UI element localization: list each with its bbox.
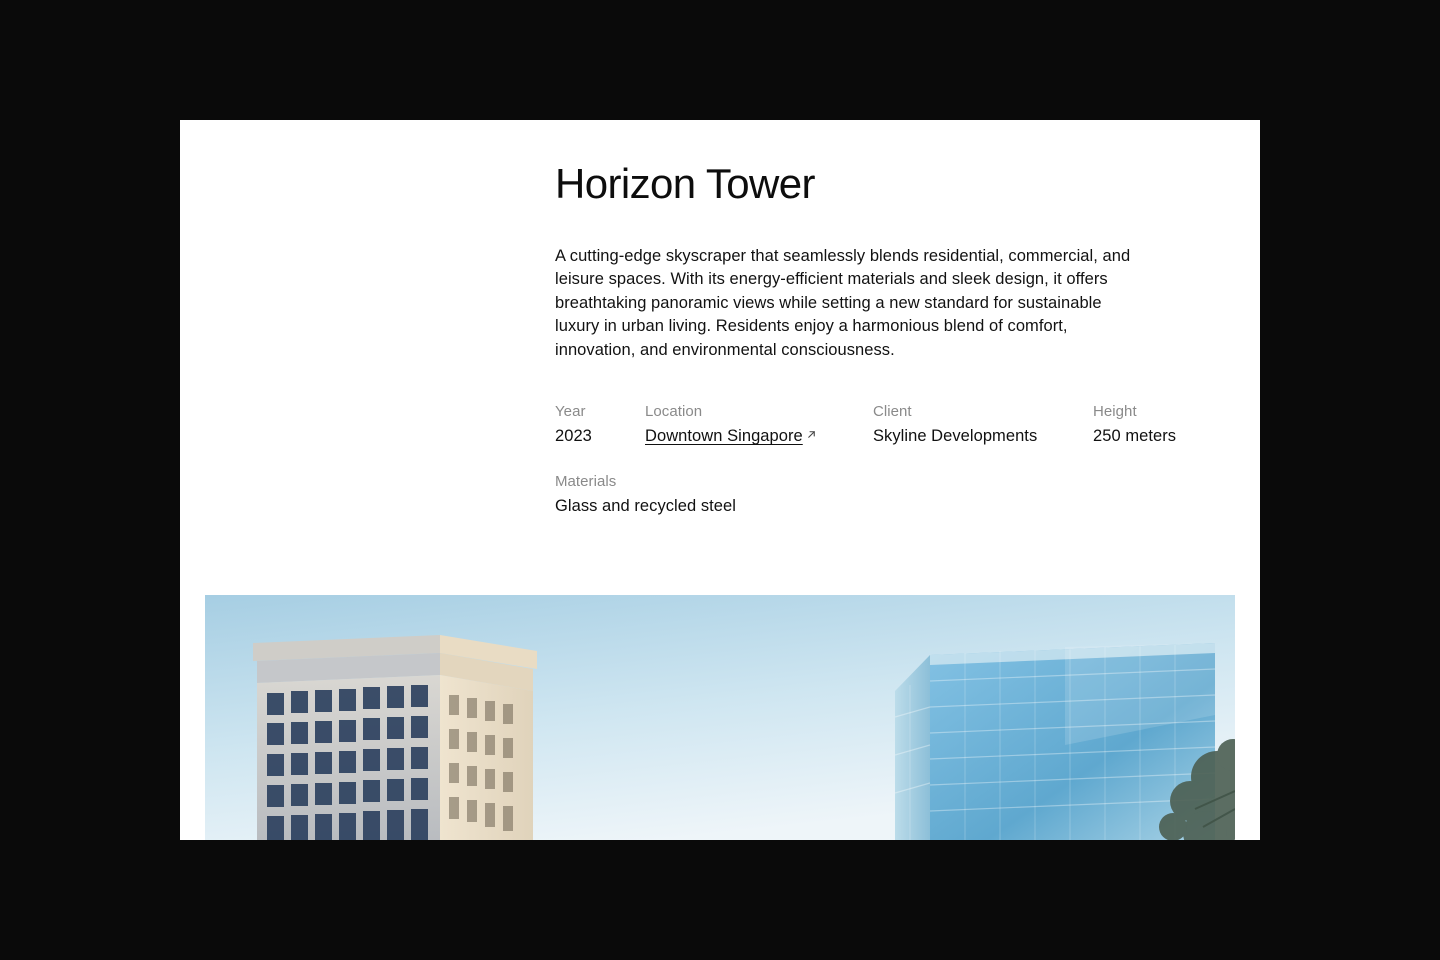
meta-item-materials (555, 472, 736, 518)
project-meta-grid (555, 402, 1215, 517)
meta-label-year: Year (555, 403, 586, 421)
project-description: A cutting-edge skyscraper that seamlessly blends residential, commercial, and leisure spaces. With its energy-efficient materials and sleek design, it offers breathtaking panoramic views while setting a new standard for sustainable luxury in urban living. Residents enjoy a harmonious blend of comfort, innovation, and environmental consciousness. (555, 247, 1131, 359)
meta-value-materials: Glass and recycled steel (555, 496, 736, 515)
hero-image (205, 595, 1235, 840)
meta-item-location (645, 402, 873, 448)
external-link-icon (806, 429, 817, 440)
meta-item-height (1093, 402, 1215, 448)
project-card (180, 120, 1260, 840)
location-link-label: Downtown Singapore (645, 427, 803, 446)
meta-value-client: Skyline Developments (873, 427, 1038, 446)
page-title: Horizon Tower (555, 160, 815, 207)
meta-label-materials: Materials (555, 472, 617, 490)
meta-value-year: 2023 (555, 427, 592, 446)
meta-label-client: Client (873, 403, 912, 421)
meta-item-client (873, 402, 1093, 448)
meta-value-location (645, 425, 873, 447)
project-content (555, 160, 1215, 517)
meta-label-location: Location (645, 403, 703, 421)
meta-value-height: 250 meters (1093, 427, 1177, 446)
meta-item-year (555, 402, 645, 448)
location-link[interactable] (645, 425, 817, 447)
meta-label-height: Height (1093, 403, 1137, 421)
